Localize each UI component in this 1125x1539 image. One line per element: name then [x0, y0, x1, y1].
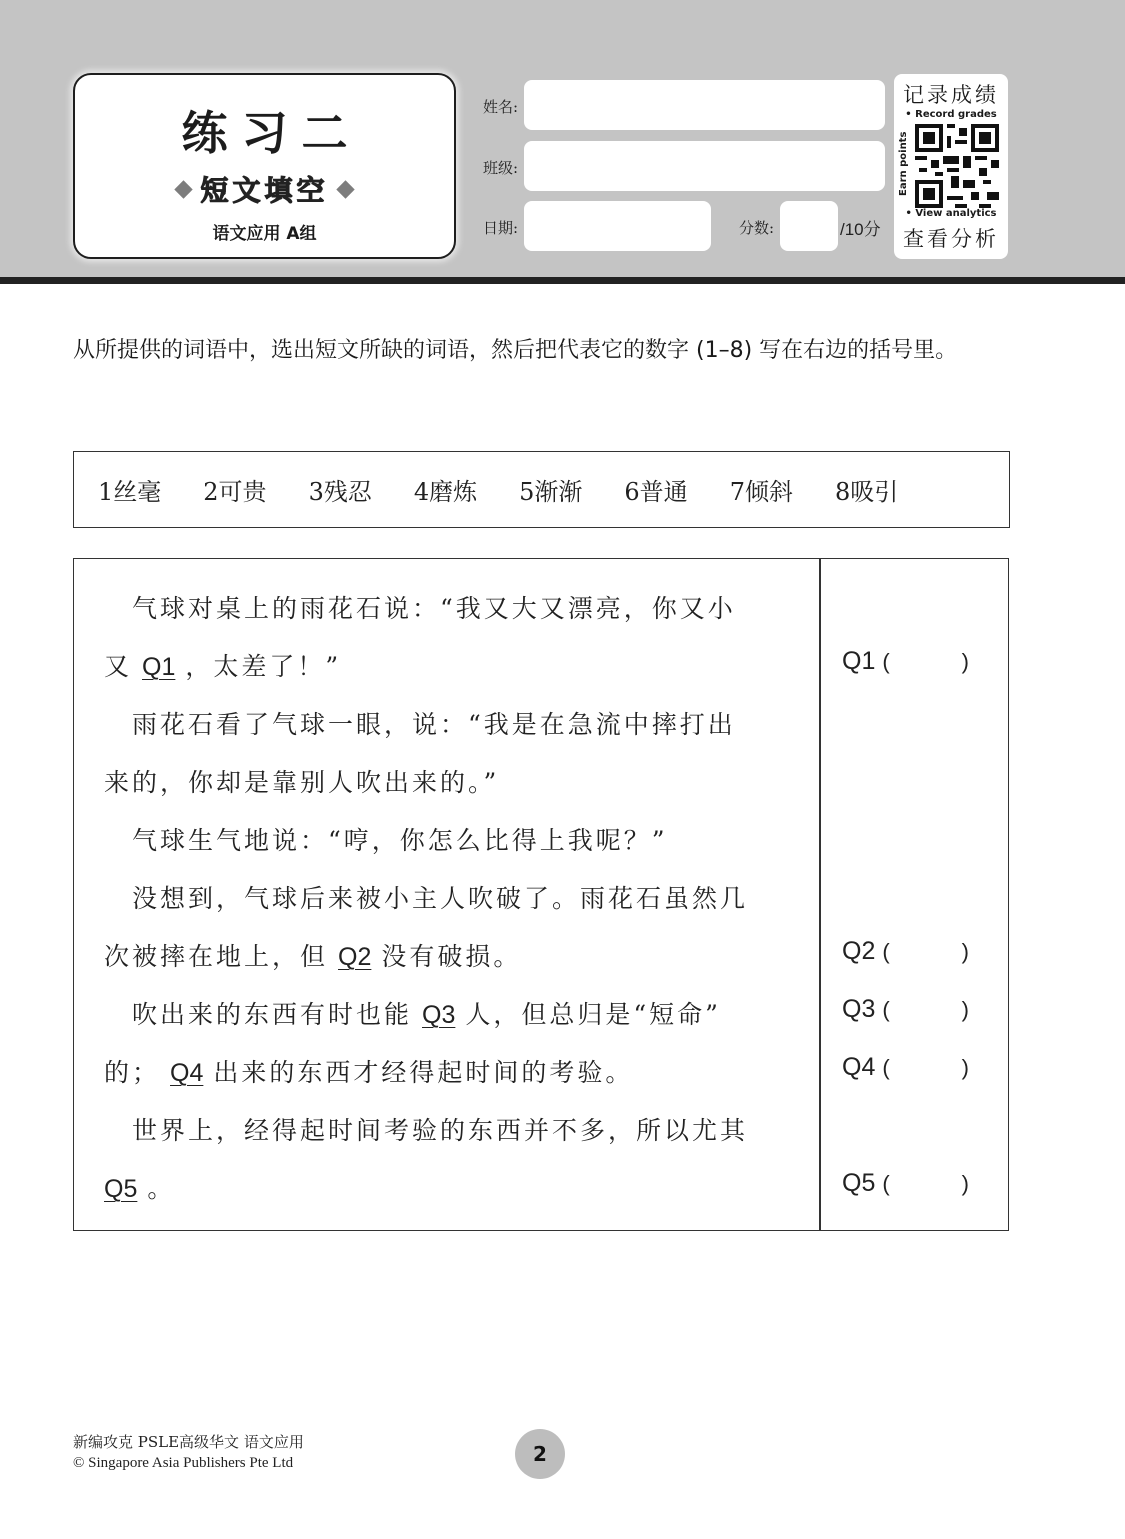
word-option: 5渐渐: [519, 478, 583, 506]
qr-code-icon[interactable]: [915, 124, 999, 208]
passage-line: 世界上，经得起时间考验的东西并不多，所以尤其: [104, 1116, 749, 1145]
score-field[interactable]: [780, 201, 838, 251]
passage-table: [73, 558, 1009, 1231]
exercise-title: 练习二: [181, 106, 362, 160]
qr-analytics-label: 查看分析: [903, 227, 999, 251]
passage-line: Q5 。: [104, 1174, 176, 1203]
answer-q2[interactable]: Q2 ( ): [842, 937, 969, 965]
class-label: 班级:: [483, 159, 519, 177]
passage-line: 雨花石看了气球一眼，说：“我是在急流中摔打出: [104, 710, 736, 739]
word-option: 4磨炼: [413, 478, 478, 506]
score-label: 分数:: [739, 219, 775, 237]
answer-q3[interactable]: Q3 ( ): [842, 995, 969, 1023]
qr-earn-text: Earn points: [898, 131, 909, 196]
passage-line: 没想到，气球后来被小主人吹破了。雨花石虽然几: [104, 884, 749, 913]
passage-line: 的； Q4 出来的东西才经得起时间的考验。: [104, 1058, 634, 1087]
exercise-group: 语文应用 A组: [212, 224, 317, 244]
diamond-icon: [336, 180, 354, 198]
blank-q4: Q4: [170, 1059, 204, 1087]
blank-q5: Q5: [104, 1175, 138, 1203]
word-option: 8吸引: [834, 478, 899, 506]
word-bank: [73, 451, 1010, 528]
score-total: /10分: [840, 220, 881, 239]
date-field[interactable]: [524, 201, 711, 251]
exercise-title-card: [73, 73, 456, 259]
word-option: 1丝毫: [98, 478, 162, 506]
class-field[interactable]: [524, 141, 885, 191]
instruction-text: 从所提供的词语中，选出短文所缺的词语，然后把代表它的数字 (1–8) 写在右边的括号里。: [73, 338, 958, 363]
word-option: 6普通: [624, 478, 688, 506]
passage-line: 来的，你却是靠别人吹出来的。”: [104, 768, 500, 797]
passage-line: 又 Q1 ，太差了！”: [104, 652, 342, 681]
qr-card[interactable]: [894, 74, 1008, 259]
passage-line: 吹出来的东西有时也能 Q3 人，但总归是“短命”: [104, 1000, 721, 1029]
name-label: 姓名:: [483, 98, 519, 116]
copyright: © Singapore Asia Publishers Pte Ltd: [73, 1455, 294, 1471]
word-option: 7倾斜: [729, 478, 793, 506]
answer-q1[interactable]: Q1 ( ): [842, 647, 969, 675]
column-divider: [819, 559, 821, 1230]
passage-line: 次被摔在地上，但 Q2 没有破损。: [104, 942, 522, 971]
word-option: 3残忍: [308, 478, 372, 506]
date-label: 日期:: [483, 219, 519, 237]
subtitle-text: 短文填空: [200, 174, 329, 207]
page-number: 2: [515, 1429, 565, 1479]
blank-q1: Q1: [142, 653, 176, 681]
answer-q5[interactable]: Q5 ( ): [842, 1169, 969, 1197]
blank-q2: Q2: [338, 943, 372, 971]
header-divider: [0, 277, 1125, 284]
passage-line: 气球对桌上的雨花石说：“我又大又漂亮，你又小: [104, 594, 736, 623]
answer-q4[interactable]: Q4 ( ): [842, 1053, 969, 1081]
exercise-subtitle: [75, 169, 454, 209]
diamond-icon: [175, 180, 193, 198]
qr-record-text: • Record grades: [905, 109, 997, 120]
blank-q3: Q3: [422, 1001, 456, 1029]
qr-view-text: • View analytics: [905, 208, 997, 219]
name-field[interactable]: [524, 80, 885, 130]
word-option: 2可贵: [203, 478, 267, 506]
passage-line: 气球生气地说：“哼，你怎么比得上我呢？”: [104, 826, 668, 855]
book-title: 新编攻克 PSLE高级华文 语文应用: [73, 1433, 304, 1451]
qr-record-label: 记录成绩: [903, 83, 999, 107]
